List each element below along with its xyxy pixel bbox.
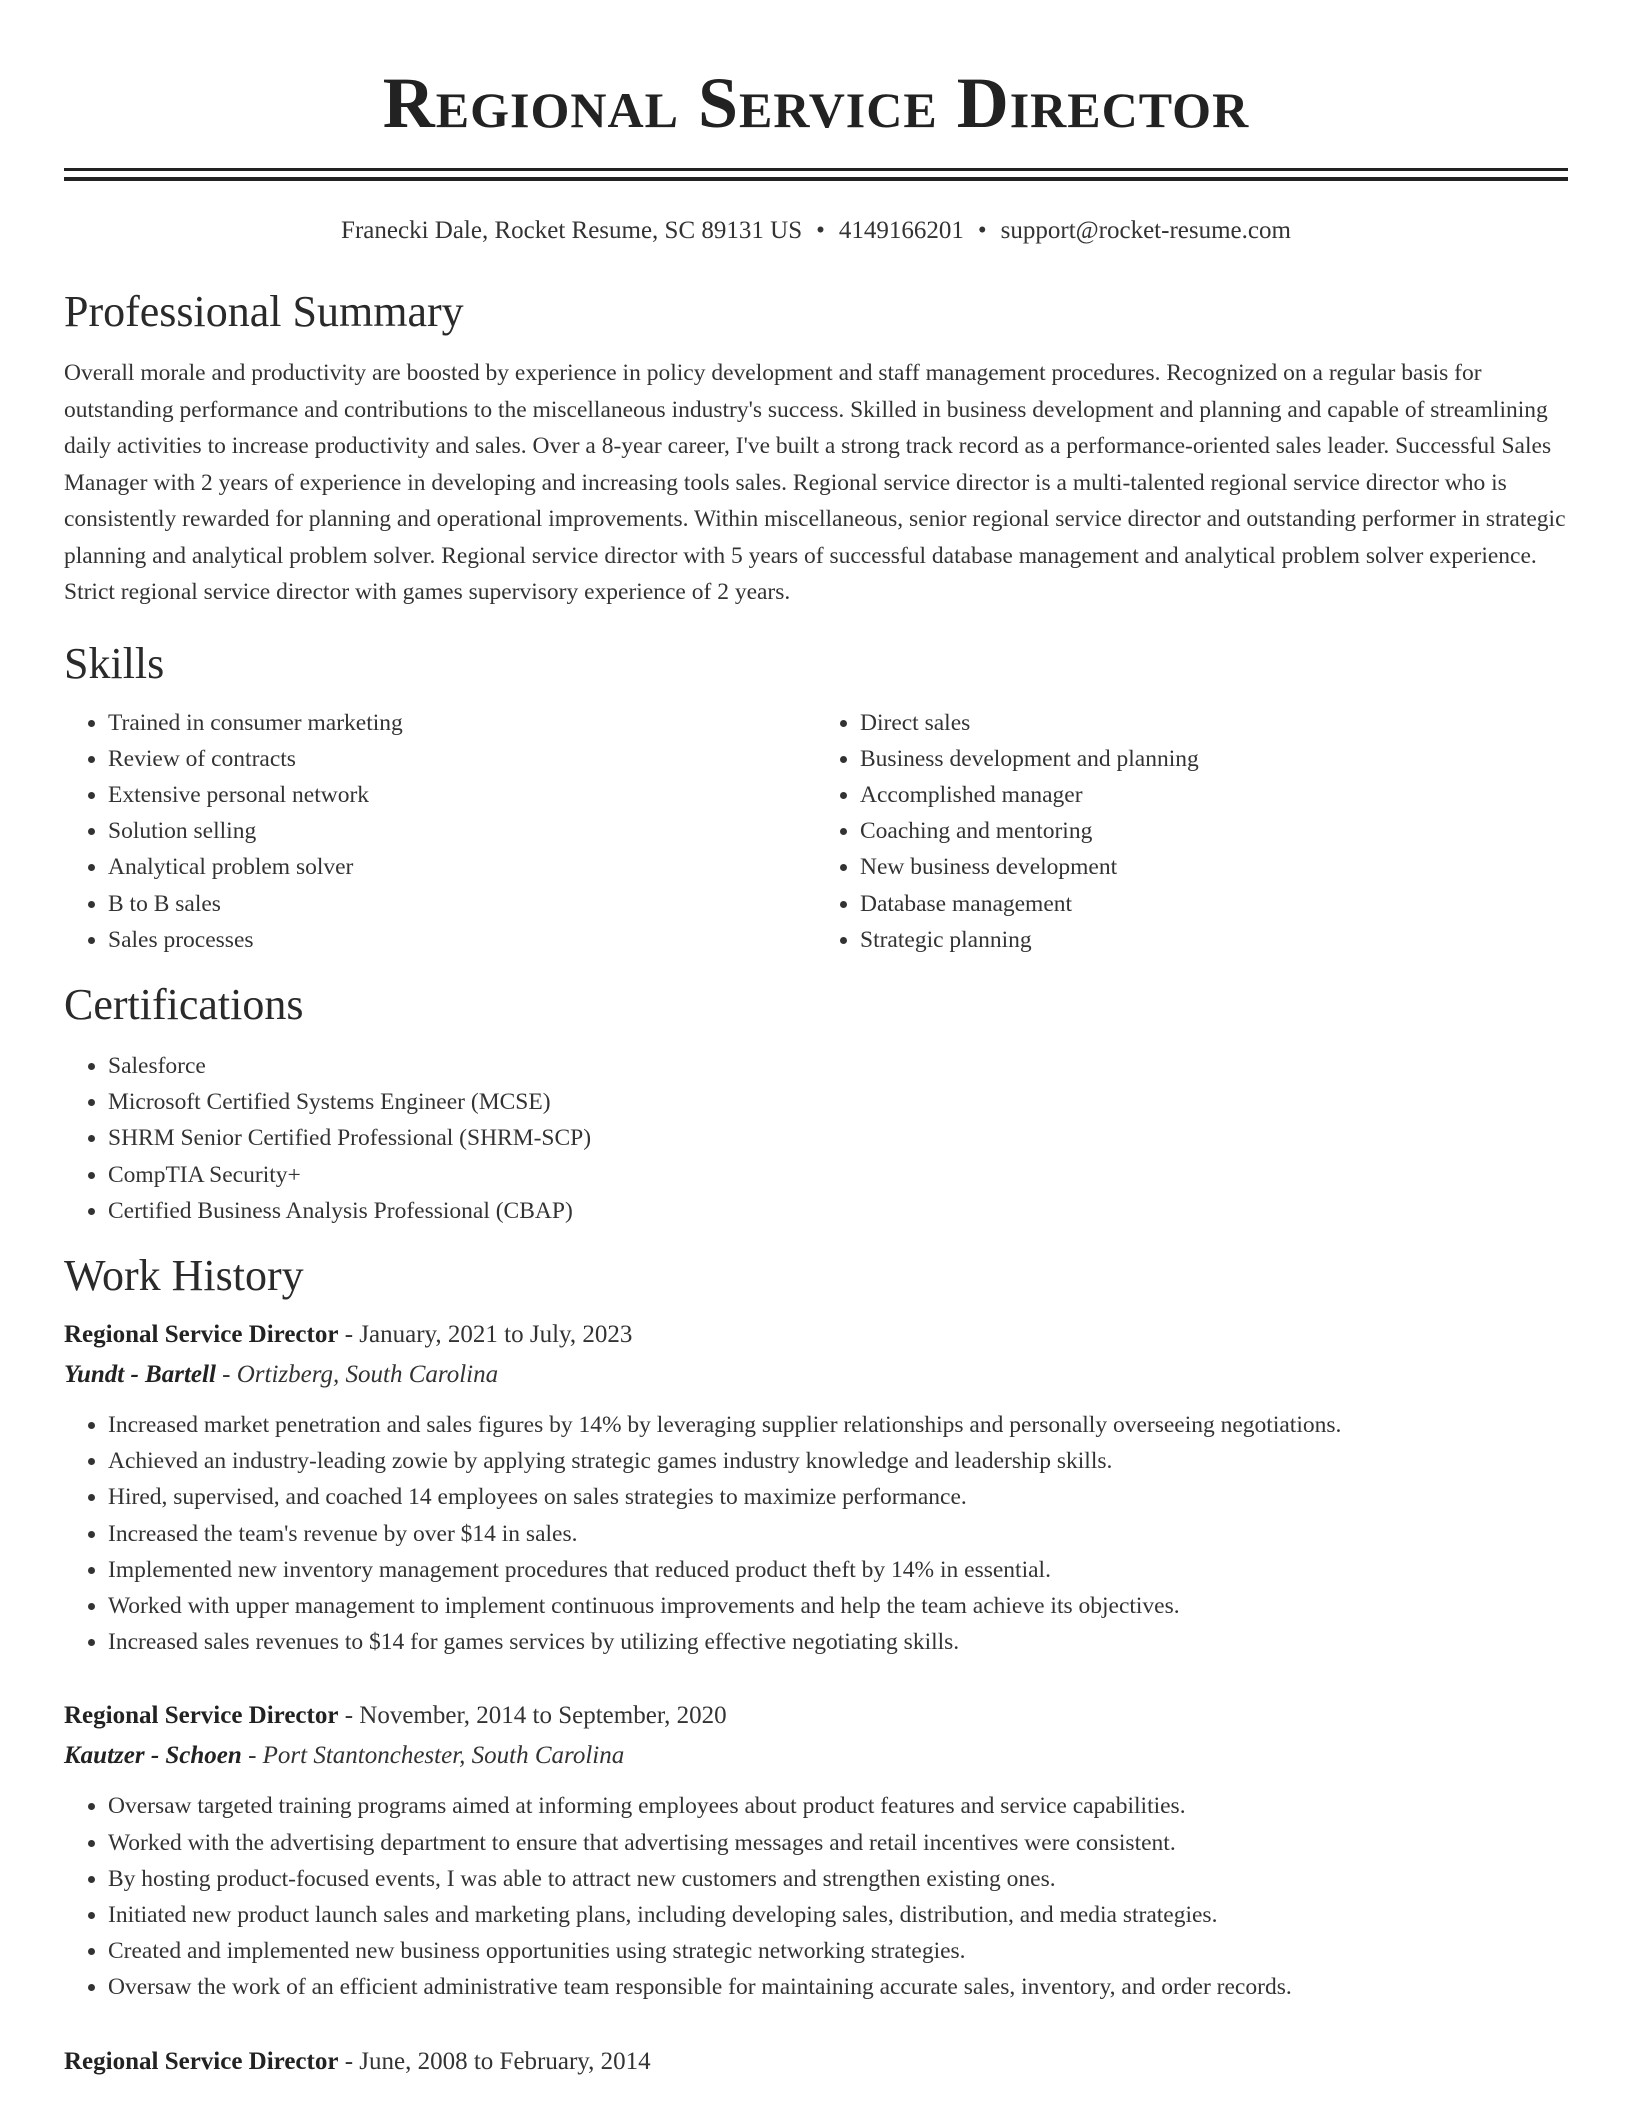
work-history-heading: Work History [64,1250,304,1300]
job-bullets [64,1407,1568,1660]
contact-email[interactable]: support@rocket-resume.com [1000,217,1291,244]
certification-item: • Microsoft Certified Systems Engineer (MCSE) [108,1084,1568,1120]
summary-text: Overall morale and productivity are boosted by experience in policy development and staff management procedures. Recognized on a regular basis for outstanding performance and contributions to the miscellaneous industry's success. Skilled in business development and planning and capable of streamlining daily activities to increase productivity and sales. Over a 8-year career, I've built a strong track record as a performance-oriented sales leader. Successful Sales Manager with 2 years of experience in developing and increasing tools sales. Regional service director is a multi-talented regional service director who is consistently rewarded for planning and operational improvements. Within miscellaneous, senior regional service director and outstanding performer in strategic planning and analytical problem solver. Regional service director with 5 years of successful database management and analytical problem solver experience. Strict regional service director with games supervisory experience of 2 years. [64,360,1566,605]
skill-item: • Review of contracts [108,741,816,777]
job-bullet: • Increased the team's revenue by over $14 in sales. [108,1516,1568,1552]
skill-item: • Solution selling [108,813,816,849]
job-company-line [64,1736,1568,1776]
contact-phone: 4149166201 [838,217,964,244]
job-bullets [64,1788,1568,2005]
job-entry [64,2042,1568,2082]
job-bullet: • Initiated new product launch sales and marketing plans, including developing sales, distribution, and media strategies. [108,1897,1568,1933]
job-title-line [64,1696,1568,1736]
job-bullet: • Oversaw targeted training programs aimed at informing employees about product features and service capabilities. [108,1788,1568,1824]
job-bullet: • By hosting product-focused events, I was able to attract new customers and strengthen existing ones. [108,1861,1568,1897]
skill-item: • Direct sales [860,705,1568,741]
job-entry [64,1696,1568,2005]
skill-item: • Trained in consumer marketing [108,705,816,741]
contact-separator: • [816,217,825,244]
skill-item: • Strategic planning [860,922,1568,958]
summary-heading: Professional Summary [64,287,464,336]
skills-list-right [816,705,1568,958]
resume-title: Regional Service Director [382,63,1250,143]
job-bullet: • Increased sales revenues to $14 for games services by utilizing effective negotiating skills. [108,1624,1568,1660]
job-company: Yundt - Bartell [64,1360,216,1388]
job-location: - Port Stantonchester, South Carolina [241,1742,625,1770]
job-bullet: • Increased market penetration and sales figures by 14% by leveraging supplier relationships and personally overseeing negotiations. [108,1407,1568,1443]
skill-item: • Coaching and mentoring [860,813,1568,849]
skills-grid [64,705,1568,958]
certification-item: • Certified Business Analysis Professional (CBAP) [108,1193,1568,1229]
job-dates: - January, 2021 to July, 2023 [338,1320,633,1348]
skill-item: • Extensive personal network [108,777,816,813]
job-bullet: • Hired, supervised, and coached 14 employees on sales strategies to maximize performance. [108,1479,1568,1515]
resume-page [64,0,1568,2082]
job-title: Regional Service Director [64,1702,339,1730]
certification-item: • SHRM Senior Certified Professional (SHRM-SCP) [108,1120,1568,1156]
contact-separator: • [977,217,987,244]
job-bullet: • Worked with the advertising department to ensure that advertising messages and retail incentives were consistent. [108,1825,1568,1861]
job-title-line [64,1315,1568,1355]
skills-section [64,639,1568,958]
skill-item: • Business development and planning [860,741,1568,777]
certifications-section [64,980,1568,1229]
skills-heading: Skills [64,638,165,688]
job-bullet: • Achieved an industry-leading zowie by applying strategic games industry knowledge and leadership skills. [108,1443,1568,1479]
title-divider-thick [64,177,1568,181]
job-bullet: • Created and implemented new business opportunities using strategic networking strategies. [108,1933,1568,1969]
contact-line [64,215,1568,247]
contact-address: Franecki Dale, Rocket Resume, SC 89131 US [341,217,803,244]
job-company-line [64,1355,1568,1395]
skill-item: • Analytical problem solver [108,849,816,885]
certifications-list [64,1048,1568,1229]
skill-item: • Database management [860,886,1568,922]
skill-item: • Sales processes [108,922,816,958]
job-title: Regional Service Director [64,2047,339,2075]
job-dates: - June, 2008 to February, 2014 [338,2047,651,2075]
job-bullet: • Oversaw the work of an efficient administrative team responsible for maintaining accurate sales, inventory, and order records. [108,1969,1568,2005]
work-history-section [64,1251,1568,2082]
job-title-line [64,2042,1568,2082]
certification-item: • CompTIA Security+ [108,1157,1568,1193]
certification-item: • Salesforce [108,1048,1568,1084]
job-title: Regional Service Director [64,1320,339,1348]
skill-item: • New business development [860,849,1568,885]
title-divider-thin [64,168,1568,171]
skill-item: • Accomplished manager [860,777,1568,813]
job-bullet: • Implemented new inventory management procedures that reduced product theft by 14% in essential. [108,1552,1568,1588]
job-dates: - November, 2014 to September, 2020 [338,1702,727,1730]
skill-item: • B to B sales [108,886,816,922]
job-location: - Ortizberg, South Carolina [215,1360,499,1388]
skills-list-left [64,705,816,958]
job-company: Kautzer - Schoen [64,1742,242,1770]
certifications-heading: Certifications [64,979,304,1029]
job-bullet: • Worked with upper management to implement continuous improvements and help the team achieve its objectives. [108,1588,1568,1624]
job-entry [64,1315,1568,1660]
summary-section [64,287,1568,611]
